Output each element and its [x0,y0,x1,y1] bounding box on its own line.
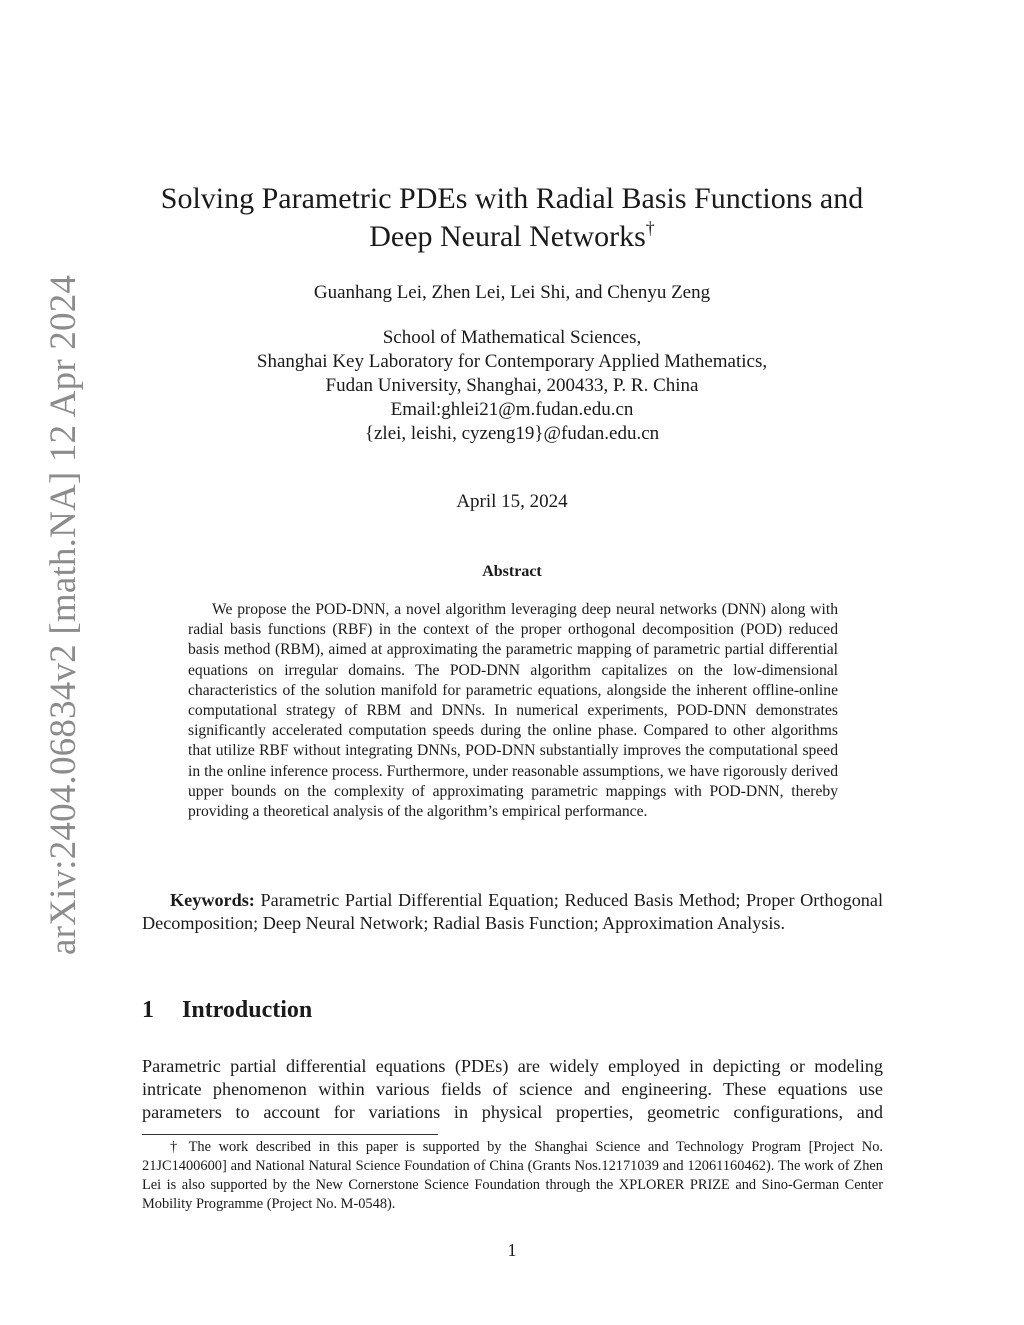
footnote: † The work described in this paper is supported by the Shanghai Science and Technology Program [Project No. 21JC1400600] and National Natural Science Foundation of China (Grants Nos.12171039 and 12061160462). The work of Zhen Lei is also supported by the New Cornerstone Science Foundation through the XPLORER PRIZE and Sino-German Center Mobility Programme (Project No. M-0548). [142,1139,883,1212]
paper-date: April 15, 2024 [456,491,568,512]
title-line-2-text: Deep Neural Networks [369,220,646,253]
section-title: Introduction [182,997,313,1023]
title-line-2 [140,218,884,256]
abstract-heading: Abstract [482,563,542,580]
affiliation-school: School of Mathematical Sciences, [382,327,642,348]
introduction-paragraph: Parametric partial differential equations (PDEs) are widely employed in depicting or modeling intricate phenomenon within various fields of science and engineering. These equations use parameters to account for variations in physical properties, geometric configurations, and [142,1056,883,1122]
paper-title [140,180,884,256]
arxiv-identifier-stamp[interactable]: arXiv:2404.06834v2 [math.NA] 12 Apr 2024 [43,274,84,955]
section-number: 1 [142,997,154,1023]
affiliation-emails-group[interactable]: {zlei, leishi, cyzeng19}@fudan.edu.cn [364,423,660,444]
affiliation-email[interactable]: Email:ghlei21@m.fudan.edu.cn [390,399,634,420]
abstract-body: We propose the POD-DNN, a novel algorithm leveraging deep neural networks (DNN) along with radial basis functions (RBF) in the context of the proper orthogonal decomposition (POD) reduced basis method (RBM), aimed at approximating the parametric mapping of parametric partial differential equations on irregular domains. The POD-DNN algorithm capitalizes on the low-dimensional characteristics of the solution manifold for parametric equations, alongside the inherent offline-online computational strategy of RBM and DNNs. In numerical experiments, POD-DNN demonstrates significantly accelerated computation speeds during the online phase. Compared to other algorithms that utilize RBF without integrating DNNs, POD-DNN substantially improves the computational speed in the online inference process. Furthermore, under reasonable assumptions, we have rigorously derived upper bounds on the complexity of approximating parametric mappings with POD-DNN, thereby providing a theoretical analysis of the algorithm’s empirical performance. [188,601,838,821]
title-footnote-mark[interactable]: † [645,218,655,238]
affiliation-block [140,326,884,446]
page-number: 1 [507,1240,517,1260]
footnote-divider [142,1134,438,1135]
affiliation-university: Fudan University, Shanghai, 200433, P. R. China [325,375,699,396]
author-list: Guanhang Lei, Zhen Lei, Lei Shi, and Chenyu Zeng [313,282,711,303]
keywords-text: Parametric Partial Differential Equation; Reduced Basis Method; Proper Orthogonal Decomposition; Deep Neural Network; Radial Basis Function; Approximation Analysis. [142,890,884,933]
affiliation-lab: Shanghai Key Laboratory for Contemporary Applied Mathematics, [256,351,768,372]
keywords-paragraph [142,889,883,935]
keywords-label: Keywords: [170,890,255,910]
section-heading-introduction [142,997,312,1024]
title-line-1: Solving Parametric PDEs with Radial Basis Functions and [160,182,864,215]
